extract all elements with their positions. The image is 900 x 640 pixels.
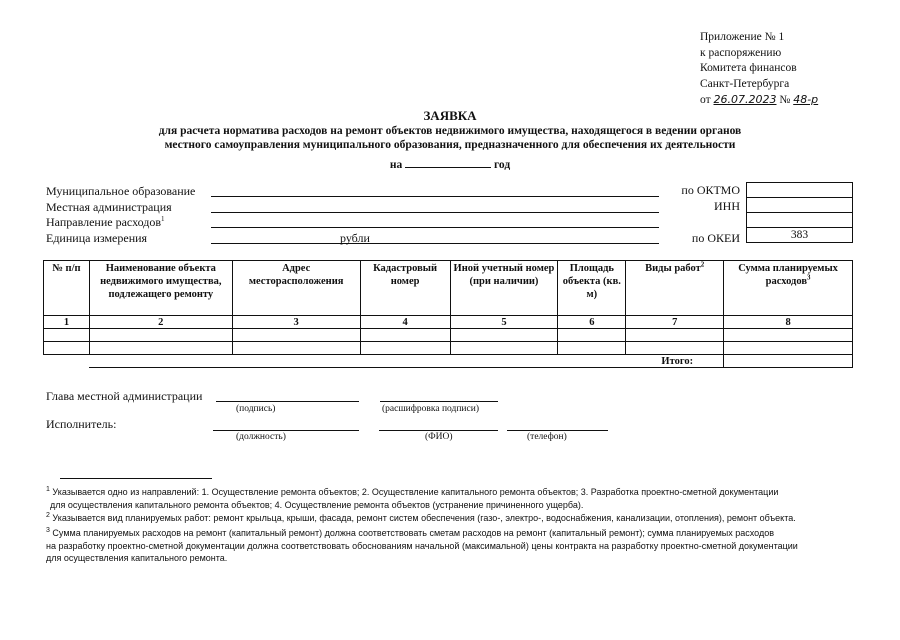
- header-row: [44, 261, 853, 316]
- col-num-8: 8: [724, 316, 853, 329]
- col-num-5: 5: [450, 316, 558, 329]
- table-cell[interactable]: [360, 342, 450, 355]
- col-header-other-number: Иной учетный номер (при наличии): [450, 261, 558, 316]
- signature-caption: (подпись): [236, 404, 276, 414]
- year-prefix: на: [389, 159, 403, 171]
- col-num-7: 7: [626, 316, 724, 329]
- table-cell[interactable]: [450, 342, 558, 355]
- executor-position-line[interactable]: [213, 420, 359, 431]
- total-row: [44, 355, 853, 368]
- unit-value: рубли: [340, 231, 370, 245]
- objects-table: [43, 260, 853, 368]
- position-caption: (должность): [236, 432, 286, 442]
- year-blank[interactable]: [405, 155, 491, 168]
- col-num-3: 3: [232, 316, 360, 329]
- codes-table: [746, 182, 853, 243]
- appendix-date: 26.07.2023: [713, 93, 777, 106]
- okei-label: по ОКЕИ: [691, 231, 740, 245]
- okei-cell[interactable]: 383: [747, 228, 853, 243]
- head-label: Глава местной администрации: [46, 389, 203, 403]
- footnote-1-line-b: для осуществления капитального ремонта объектов; 4. Осуществление ремонта объектов (устранение причиненного ущерба).: [50, 499, 584, 510]
- executor-label: Исполнитель:: [46, 417, 117, 431]
- table-cell[interactable]: [626, 329, 724, 342]
- from-prefix: от: [700, 94, 711, 106]
- inn-cell[interactable]: [747, 198, 853, 213]
- col-num-1: 1: [44, 316, 90, 329]
- table-cell[interactable]: [232, 342, 360, 355]
- municipality-label: Муниципальное образование: [46, 184, 196, 198]
- col-header-area: Площадь объекта (кв. м): [558, 261, 626, 316]
- footnote-separator: [60, 478, 212, 479]
- total-value-cell[interactable]: [724, 355, 853, 368]
- col-header-address: Адрес месторасположения: [232, 261, 360, 316]
- footnote-3-mark: 3: [46, 527, 50, 534]
- decode-caption: (расшифровка подписи): [382, 404, 479, 414]
- direction-field[interactable]: [211, 215, 659, 228]
- direction-label: [46, 215, 165, 230]
- table-cell[interactable]: [360, 329, 450, 342]
- appendix-block: [700, 30, 890, 109]
- footnote-2: [46, 512, 866, 525]
- table-cell[interactable]: [232, 329, 360, 342]
- footnote-1-mark: 1: [46, 486, 50, 493]
- direction-footnote-mark: 1: [161, 215, 165, 223]
- oktmo-cell[interactable]: [747, 183, 853, 198]
- column-number-row: [44, 316, 853, 329]
- table-row: [44, 342, 853, 355]
- table-cell[interactable]: [44, 329, 90, 342]
- table-cell[interactable]: [89, 342, 232, 355]
- col-header-name: Наименование объекта недвижимого имущества, подлежащего ремонту: [89, 261, 232, 316]
- appendix-line-2: к распоряжению: [700, 46, 782, 59]
- head-decode-line[interactable]: [380, 391, 498, 402]
- year-suffix: год: [493, 159, 511, 171]
- oktmo-label: по ОКТМО: [681, 183, 740, 197]
- document-subtitle-1: для расчета норматива расходов на ремонт объектов недвижимого имущества, находящегося в ведении органов: [158, 125, 742, 137]
- col-header-cadastral: Кадастровый номер: [360, 261, 450, 316]
- direction-label-text: Направление расходов: [46, 215, 162, 229]
- fio-caption: (ФИО): [425, 432, 453, 442]
- col-num-2: 2: [89, 316, 232, 329]
- executor-fio-line[interactable]: [379, 420, 498, 431]
- municipality-field[interactable]: [211, 184, 659, 197]
- table-cell[interactable]: [558, 342, 626, 355]
- appendix-line-1: Приложение № 1: [700, 31, 785, 43]
- table-cell[interactable]: [44, 342, 90, 355]
- col-num-6: 6: [558, 316, 626, 329]
- table-cell[interactable]: [724, 342, 853, 355]
- appendix-number: 48-р: [793, 93, 819, 106]
- total-label: Итого:: [89, 355, 723, 368]
- col-header-work-types: Виды работ$^2$: [626, 261, 724, 316]
- col-num-4: 4: [360, 316, 450, 329]
- unit-field[interactable]: [211, 231, 659, 244]
- appendix-line-4: Санкт-Петербурга: [700, 77, 790, 90]
- head-signature-line[interactable]: [216, 391, 359, 402]
- footnote-2-mark: 2: [46, 512, 50, 519]
- footnote-3-line-a: Сумма планируемых расходов на ремонт (капитальный ремонт) должна соответствовать сметам расходов на ремонт (капитальный ремонт); сумма планируемых расходов: [52, 528, 774, 538]
- col-header-number: № п/п: [44, 261, 90, 316]
- footnote-3-line-c: для осуществления капитального ремонта.: [46, 553, 228, 563]
- inn-label: ИНН: [714, 199, 740, 213]
- document-year-line: [0, 155, 900, 171]
- footnote-2-text: Указывается вид планируемых работ: ремонт крыльца, крыши, фасада, ремонт систем обеспечения (газо-, электро-, водоснабжения, канализации, отопления), ремонт объекта.: [52, 513, 796, 523]
- footnote-3-line-b: на разработку проектно-сметной документации должна соответствовать обоснованиям начальной (максимальной) цены контракта на разработку проектно-сметной документации: [46, 540, 798, 551]
- table-cell[interactable]: [89, 329, 232, 342]
- unit-label: Единица измерения: [46, 231, 148, 245]
- table-cell[interactable]: [724, 329, 853, 342]
- table-cell[interactable]: [558, 329, 626, 342]
- executor-phone-line[interactable]: [507, 420, 608, 431]
- table-cell[interactable]: [450, 329, 558, 342]
- document-title: ЗАЯВКА: [423, 108, 477, 123]
- administration-field[interactable]: [211, 200, 659, 213]
- appendix-date-line: [700, 92, 890, 109]
- administration-label: Местная администрация: [46, 200, 172, 214]
- document-subtitle-2: местного самоуправления муниципального образования, предназначенного для обеспечения их деятельности: [164, 139, 736, 151]
- appendix-line-3: Комитета финансов: [700, 62, 797, 74]
- total-spacer: [44, 355, 90, 368]
- col-header-amount: Сумма планируемых расходов$^3$: [724, 261, 853, 316]
- number-prefix: №: [779, 94, 791, 106]
- empty-code-cell[interactable]: [747, 213, 853, 228]
- footnote-1-line-a: Указывается одно из направлений: 1. Осуществление ремонта объектов; 2. Осуществление капитального ремонта объектов; 3. Разработка проектно-сметной документации: [52, 487, 779, 497]
- table-row: [44, 329, 853, 342]
- table-cell[interactable]: [626, 342, 724, 355]
- phone-caption: (телефон): [527, 432, 567, 442]
- footnote-1: [46, 486, 866, 511]
- footnote-3: [46, 527, 866, 565]
